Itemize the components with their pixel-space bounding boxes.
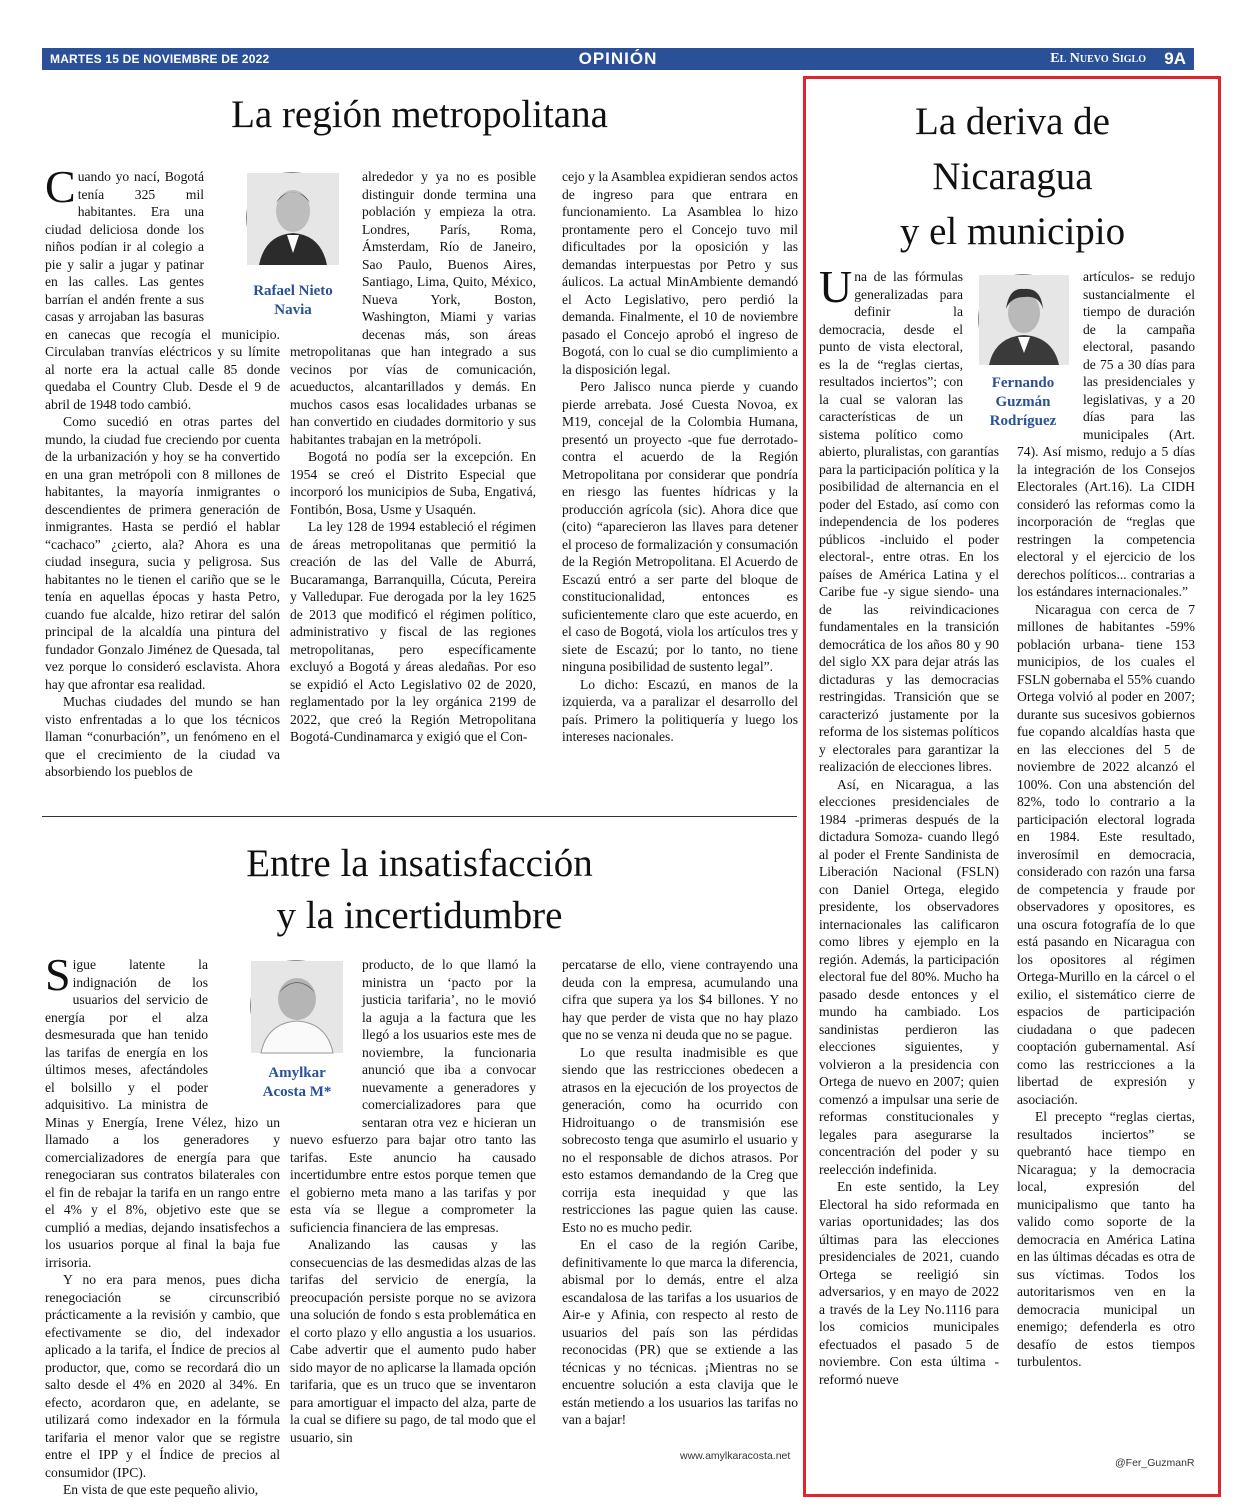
title-line: y la incertidumbre xyxy=(276,894,563,937)
paragraph: El precepto “reglas ciertas, resultados inciertos” se quebrantó hace tiempo en Nicaragua; y la democracia local, expresión del municipalismo que tanto ha valido como soporte de la democracia en América Latina en las últimas décadas es otra de sus víctimas. Todos los autoritarismos ven en la democracia municipal un enemigo; defenderla es otro desafío de estos tiempos turbulentos. xyxy=(1017,1109,1195,1369)
section-title: OPINIÓN xyxy=(578,49,658,68)
title-line: Entre la insatisfacción xyxy=(246,842,593,885)
paragraph: Muchas ciudades del mundo se han visto enfrentadas a lo que los técnicos llaman “conurbación”, un fenómeno en el que el crecimiento de la ciudad va absorbiendo los pueblos de xyxy=(45,694,280,779)
dropcap: S xyxy=(45,949,71,1000)
page-number: 9A xyxy=(1164,49,1186,68)
paragraph: producto, de lo que llamó la ministra un ‘pacto por la justicia tarifaria’, no le movió la aguja a la factura que les llegó a los usuarios este mes de noviembre, la funcionaria anunció que iba a convocar nuevamente a generadores y comercializadores para que sentaran otra vez e hicieran un nuevo esfuerzo para bajar otro tanto las tarifas. Este anuncio ha causado incertidumbre entre estos porque temen que el gobierno meta mano a las tarifas y por esta vía se llegue a comprometer la suficiencia financiera de las empresas. xyxy=(290,957,536,1235)
author-line: Guzmán xyxy=(995,394,1051,410)
title-line: Nicaragua xyxy=(932,155,1093,198)
article1-title: La región metropolitana xyxy=(231,93,608,136)
title-line: y el municipio xyxy=(899,210,1126,253)
paragraph: alrededor y ya no es posible distinguir donde termina una población y empieza la otra. Londres, París, Roma, Ámsterdam, Río de Janeiro, Sao Paulo, Buenos Aires, Santiago, Lima, Quito, México, Nueva York, Boston, Washington, Miami y varias decenas más, son áreas metropolitanas que han integrado a sus vecinos por vías de comunicación, acueductos, alcantarillados y demás. En muchos casos esas localidades urbanas se han convertido en ciudades dormitorio y sus habitantes trabajan en la metrópoli. xyxy=(290,169,536,447)
article3-column-1 xyxy=(819,261,999,1476)
paragraph: En vista de que este pequeño alivio, xyxy=(63,1482,259,1497)
paragraph: Como sucedió en otras partes del mundo, la ciudad fue creciendo por cuenta de la urbanización y hoy se ha convertido en una gran metrópoli con 8 millones de habitantes, la mayoría inmigrantes o descendientes de primera generación de inmigrantes. Hasta se perdió el hablar “cachaco” ¿cierto, ala? Ahora es una ciudad insegura, sucia y peligrosa. Sus habitantes no le tienen el cariño que se le tenía en aquellas épocas y hasta Petro, cuando fue alcalde, hizo retirar del salón principal de la alcaldía una pintura del fundador Gonzalo Jiménez de Quesada, tal vez porque lo consideró esclavista. Ahora hay que afrontar esa realidad. xyxy=(45,414,280,692)
author-line: Rodríguez xyxy=(989,413,1057,429)
dropcap: U xyxy=(819,261,853,312)
paragraph: Así, en Nicaragua, a las elecciones presidenciales de 1984 -primeras después de la dictadura Somoza- cuando llegó al poder el Frente Sandinista de Liberación Nacional (FSLN) con Daniel Ortega, elegido presidente, los observadores internacionales las calificaron como libres y ejemplo en la región. Además, la participación electoral fue del 80%. Mucho ha pasado desde entonces y el mundo ha cambiado. Los sandinistas perdieron las elecciones siguientes, y volvieron a la presidencia con Ortega de nuevo en 2007; quien comenzó a impulsar una serie de reformas constitucionales y legales para asegurarse la concentración del poder y su reelección indefinida. xyxy=(819,776,999,1177)
newspaper-name: El Nuevo Siglo xyxy=(1050,51,1146,66)
paragraph: Nicaragua con cerca de 7 millones de habitantes -59% población urbana- tiene 153 municipios, de los cuales el FSLN gobernaba el 55% cuando Ortega volvió al poder en 2007; durante sus sucesivos gobiernos fue copando alcaldías hasta que en las elecciones del 5 de noviembre de 2022 alcanzó el 100%. Con una abstención del 82%, todo lo contrario a la participación electoral lograda en 1984. Este resultado, inverosímil en democracia, considerado con razón una farsa de competencia y fraude por observadores y opositores, es una oscura fotografía de lo que está pasando en Nicaragua con los opositores al régimen Ortega-Murillo en la cárcel o el exilio, el sistemático cierre de espacios de participación ciudadana o que padecen cooptación gubernamental. Así como las restricciones a la libertad de expresión y asociación. xyxy=(1017,601,1195,1107)
dropcap: C xyxy=(45,161,76,212)
paragraph: cejo y la Asamblea expidieran sendos actos de ingreso para que entrara en funcionamiento. La Asamblea lo hizo prontamente pero el Concejo tuvo mil dificultades por la oposición y las demandas interpuestas por Petro y sus áulicos. La actual MinAmbiente demandó el Acto Legislativo, pero perdió la demanda. Finalmente, el 10 de noviembre pasado el Concejo aprobó el ingreso de Bogotá, con lo cual se dio cumplimiento a la disposición legal. xyxy=(562,169,798,377)
article1-column-3 xyxy=(562,168,798,808)
paragraph: Analizando las causas y las consecuencias de las desmedidas alzas de las tarifas del servicio de energía, la preocupación persiste porque no se avizora una solución de fondo s esta problemática en el corto plazo y ello angustia a los usuarios. Cabe advertir que el aumento pudo haber sido mayor de no aplicarse la llamada opción tarifaria, que es un truco que se inventaron para amortiguar el impacto del alza, parte de la cual se difiere su pago, de tal modo que el usuario, sin xyxy=(290,1237,536,1445)
issue-date: MARTES 15 DE NOVIEMBRE DE 2022 xyxy=(50,52,270,66)
article3-column-2 xyxy=(1017,268,1195,1458)
article2-column-2 xyxy=(290,956,536,1466)
author-website: www.amylkaracosta.net xyxy=(680,1450,791,1462)
paragraph: En el caso de la región Caribe, definitivamente lo que marca la diferencia, abismal por lo demás, entre el alza escandalosa de las tarifas a los usuarios de Air-e y Afinia, con respecto al resto de usuarios del país son las pérdidas reconocidas (PR) que se extiende a las técnicas y no técnicas. ¡Mientras no se encuentre solución a esta clavija que le están metiendo a los usuarios las tarifas no van a bajar! xyxy=(562,1237,798,1427)
paragraph: na de las fórmulas generalizadas para definir la democracia, desde el punto de vista electoral, es la de “reglas ciertas, resultados inciertos”; con la cual se valoran las características de un sistema político como abierto, pluralistas, con garantías para la participación política y la posibilidad de alternancia en el poder del Estado, así como con independencia de los poderes públicos -incluido el poder electoral-, entre otras. En los países de América Latina y el Caribe fue -y sigue siendo- una de las reivindicaciones fundamentales en la transición democrática de los años 80 y 90 del siglo XX para dejar atrás las dictaduras y las democracias restringidas. Transición que se caracterizó justamente por la reforma de los sistemas políticos y electorales para garantizar la realización de elecciones libres. xyxy=(819,269,999,774)
article1-column-2 xyxy=(290,168,536,808)
paragraph: Lo que resulta inadmisible es que siendo que las restricciones obedecen a atrasos en la ejecución de los proyectos de generación, como ha ocurrido con Hidroituango o de transmisión ese sobrecosto tenga que asumirlo el usuario y no el responsable de dichos atrasos. Por esto estamos demandando de la Creg que corrija esta inequidad y que las restricciones las pague quien las cause. Esto no es mucho pedir. xyxy=(562,1044,798,1235)
paragraph: percatarse de ello, viene contrayendo una deuda con la empresa, acumulando una cifra que supera ya los $4 billones. Y no hay que perder de vista que no hay plazo que no se venza ni deuda que no se pague. xyxy=(562,957,798,1042)
section-divider xyxy=(42,816,797,817)
paragraph: artículos- se redujo sustancialmente el tiempo de duración de la campaña electoral, pasando de 75 a 30 días para las presidenciales y legislativas, y a 20 días para las municipales (Art. 74). Así mismo, redujo a 5 días la integración de los Consejos Electorales (Art.16). La CIDH consideró las reformas como la incorporación de “reglas que restringen la competencia electoral y el ejercicio de los derechos políticos... contrarias a los estándares internacionales.” xyxy=(1017,269,1195,599)
author-line: Navia xyxy=(274,302,312,318)
paragraph: Bogotá no podía ser la excepción. En 1954 se creó el Distrito Especial que incorporó los municipios de Suba, Engativá, Fontibón, Bosa, Usme y Usaquén. xyxy=(290,449,536,517)
author-handle: @Fer_GuzmanR xyxy=(1115,1457,1195,1469)
article2-column-3 xyxy=(562,956,798,1446)
paragraph: La ley 128 de 1994 estableció el régimen de áreas metropolitanas que permitió la creación de las del Valle de Aburrá, Bucaramanga, Barranquilla, Cúcuta, Pereira y Valledupar. Fue derogada por la ley 1625 de 2013 que modificó el régimen político, administrativo y fiscal de las regiones metropolitanas, pero específicamente excluyó a Bogotá y áreas aledañas. Por eso se expidió el Acto Legislativo 02 de 2020, reglamentado por la ley orgánica 2199 de 2022, que creó la Región Metropolitana Bogotá-Cundinamarca y exigió que el Con- xyxy=(290,519,536,744)
paragraph: uando yo nací, Bogotá tenía 325 mil habitantes. Era una ciudad deliciosa donde los niños podían ir al colegio a pie y salir a jugar y patinar en las calles. Las gentes barrían el andén frente a sus casas y arrojaban las basuras en canecas que recogía el municipio. Circulaban tranvías eléctricos y su límite al norte era la actual calle 85 donde quedaba el Country Club. Desde el 9 de abril de 1948 todo cambió. xyxy=(45,169,280,412)
title-line: La deriva de xyxy=(915,100,1110,143)
author-line: Amylkar xyxy=(268,1065,326,1081)
author-line: Acosta M* xyxy=(262,1084,332,1100)
paragraph: Y no era para menos, pues dicha renegociación se circunscribió prácticamente a la revisión y cambio, que efectivamente se dio, del indexador aplicado a la tarifa, el Índice de precios al productor, que, como se recordará dio un salto desde el 4% en 2020 al 34%. En efecto, acordaron que, en adelante, se utilizará como indexador en la fórmula tarifaria el menor valor que se registre entre el IPP y el Índice de precios al consumidor (IPC). xyxy=(45,1272,280,1480)
paragraph: igue latente la indignación de los usuarios del servicio de energía por el alza desmesurada que han tenido las tarifas de energía en los últimos meses, afectándoles el bolsillo y el poder adquisitivo. La ministra de Minas y Energía, Irene Vélez, hizo un llamado a los generadores y comercializadores de energía para que renegociaran sus contratos bilaterales con el fin de rebajar la tarifa en un rango entre el 4% y el 8%, objetivo este que se cumplió a medias, dejando insatisfechos a los usuarios porque al final la baja fue irrisoria. xyxy=(45,957,280,1270)
author-line: Fernando xyxy=(991,375,1055,391)
page-header-bar xyxy=(42,48,1194,70)
article2-column-1 xyxy=(45,949,280,1497)
paragraph: Pero Jalisco nunca pierde y cuando pierde arrebata. José Cuesta Novoa, ex M19, concejal de la Colombia Humana, presentó un proyecto -que fue derrotado- contra el acuerdo de la Región Metropolitana por considerar que pondría en riesgo las fuentes hídricas y la producción agrícola (sic). Ahora dice que (cito) “aparecieron las llaves para detener el proceso de formalización y consumación de la Región Metropolitana. El Acuerdo de Escazú entró a ser parte del bloque de constitucionalidad, entonces es suficientemente claro que este acuerdo, en el caso de Bogotá, viola los artículos tres y siete de Escazú; por lo tanto, no tiene ninguna posibilidad de sustento legal”. xyxy=(562,379,798,674)
paragraph: En este sentido, la Ley Electoral ha sido reformada en varias oportunidades; las dos últimas para las elecciones presidenciales de 2021, cuando Ortega se reeligió sin adversarios, y en mayo de 2022 a través de la Ley No.1116 para los comicios municipales efectuados el pasado 5 de noviembre. Con esta última -reformó nueve xyxy=(819,1179,999,1387)
author-line: Rafael Nieto xyxy=(253,283,333,299)
article2-title xyxy=(42,838,797,942)
article1-column-1 xyxy=(45,161,280,808)
article3-title xyxy=(815,94,1210,259)
paragraph: Lo dicho: Escazú, en manos de la izquierda, va a paralizar el desarrollo del país. Primero la politiquería y luego los intereses nacionales. xyxy=(562,676,798,744)
